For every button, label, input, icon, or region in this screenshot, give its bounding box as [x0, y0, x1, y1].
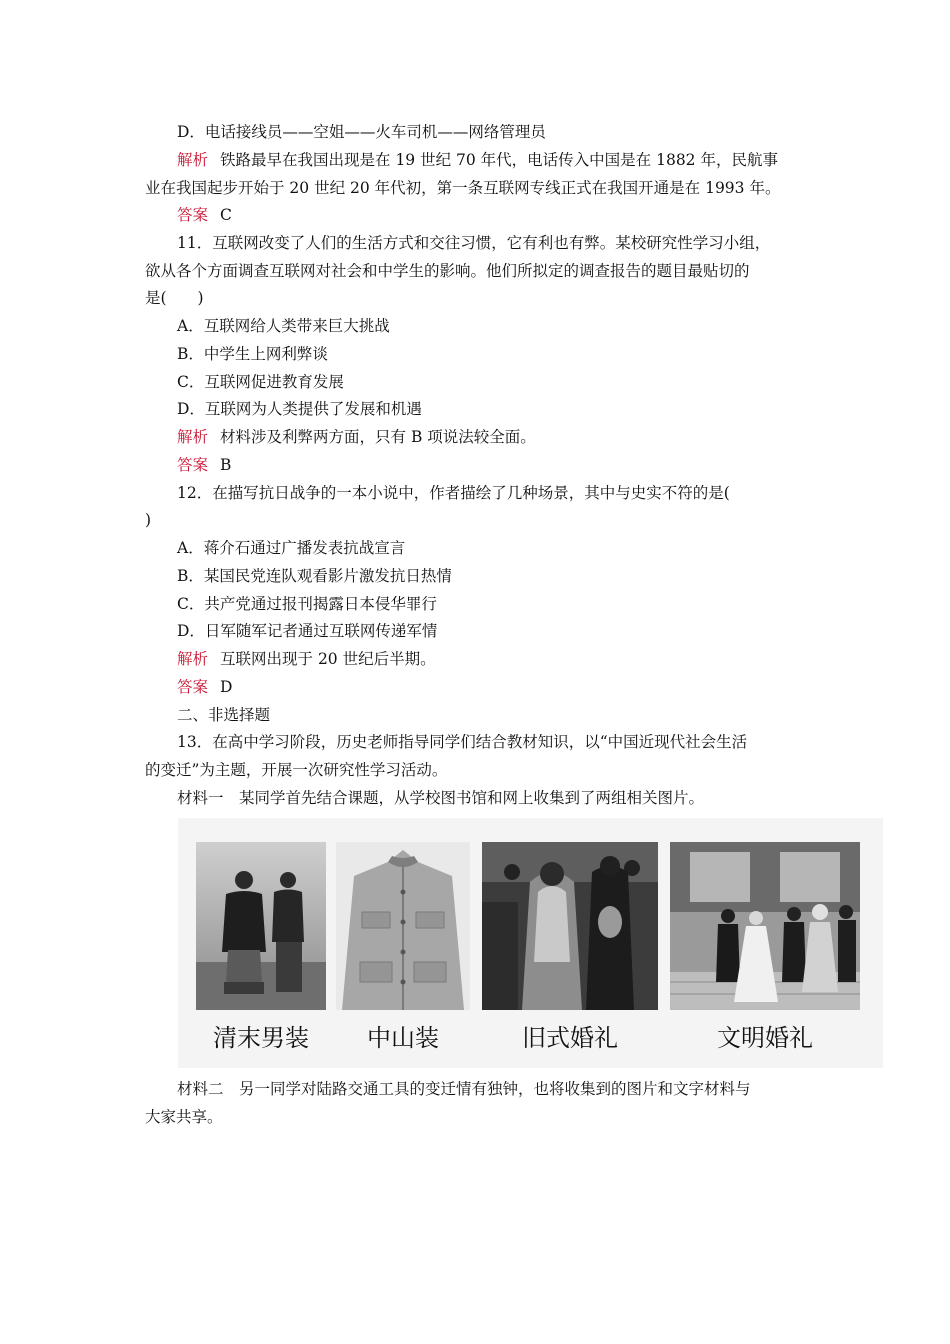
civilized-wedding-photo	[670, 842, 860, 1010]
q11-stem-3: 是( )	[145, 289, 204, 307]
answer-label: 答案	[177, 206, 209, 224]
q11-option-c: C．互联网促进教育发展	[177, 373, 344, 391]
q11-stem-1: 11．互联网改变了人们的生活方式和交往习惯，它有利也有弊。某校研究性学习小组，	[177, 234, 771, 252]
q12-option-a: A．蒋介石通过广播发表抗战宣言	[177, 539, 406, 557]
q12-option-b: B．某国民党连队观看影片激发抗日热情	[177, 567, 452, 585]
caption-zhongshan-suit: 中山装	[367, 1024, 439, 1052]
material-one: 材料一 某同学首先结合课题，从学校图书馆和网上收集到了两组相关图片。	[177, 789, 705, 807]
material-two-1: 材料二 另一同学对陆路交通工具的变迁情有独钟，也将收集到的图片和文字材料与	[177, 1080, 751, 1098]
section-heading: 二、非选择题	[177, 706, 271, 724]
caption-qing-menswear: 清末男装	[213, 1024, 309, 1052]
answer-text: B	[220, 456, 232, 474]
answer-label: 答案	[177, 678, 209, 696]
answer-label: 答案	[177, 456, 209, 474]
caption-traditional-wedding: 旧式婚礼	[522, 1024, 618, 1052]
answer-text: C	[220, 206, 232, 224]
analysis-text: 互联网出现于 20 世纪后半期。	[220, 650, 436, 668]
q12-option-c: C．共产党通过报刊揭露日本侵华罪行	[177, 595, 437, 613]
q12-analysis	[177, 648, 436, 670]
analysis-label: 解析	[177, 428, 209, 446]
q13-stem-2: 的变迁”为主题，开展一次研究性学习活动。	[145, 761, 448, 779]
material-two-2: 大家共享。	[145, 1108, 223, 1126]
q11-analysis	[177, 426, 536, 448]
analysis-label: 解析	[177, 151, 209, 169]
answer-text: D	[220, 678, 233, 696]
q12-stem-1: 12．在描写抗日战争的一本小说中，作者描绘了几种场景，其中与史实不符的是(	[177, 484, 730, 502]
qing-menswear-photo	[196, 842, 326, 1010]
option-d-line: D．电话接线员——空姐——火车司机——网络管理员	[177, 123, 546, 141]
q12-stem-2: )	[145, 511, 152, 529]
answer-line	[177, 204, 232, 226]
q12-option-d: D．日军随军记者通过互联网传递军情	[177, 622, 438, 640]
q13-stem-1: 13．在高中学习阶段，历史老师指导同学们结合教材知识，以“中国近现代社会生活	[177, 733, 748, 751]
traditional-wedding-photo	[482, 842, 658, 1010]
q11-option-b: B．中学生上网利弊谈	[177, 345, 328, 363]
caption-civilized-wedding: 文明婚礼	[717, 1024, 813, 1052]
q11-option-d: D．互联网为人类提供了发展和机遇	[177, 400, 422, 418]
analysis-line	[177, 149, 778, 171]
photo-figure	[178, 818, 883, 1068]
analysis-label: 解析	[177, 650, 209, 668]
analysis-line-cont: 业在我国起步开始于 20 世纪 20 年代初，第一条互联网专线正式在我国开通是在 1993 年。	[145, 179, 781, 197]
q11-answer	[177, 454, 231, 476]
q11-stem-2: 欲从各个方面调查互联网对社会和中学生的影响。他们所拟定的调查报告的题目最贴切的	[145, 262, 750, 280]
analysis-text: 材料涉及利弊两方面，只有 B 项说法较全面。	[220, 428, 536, 446]
q12-answer	[177, 676, 232, 698]
zhongshan-suit-photo	[336, 842, 470, 1010]
q11-option-a: A．互联网给人类带来巨大挑战	[177, 317, 390, 335]
analysis-text: 铁路最早在我国出现是在 19 世纪 70 年代，电话传入中国是在 1882 年，民航事	[220, 151, 778, 169]
